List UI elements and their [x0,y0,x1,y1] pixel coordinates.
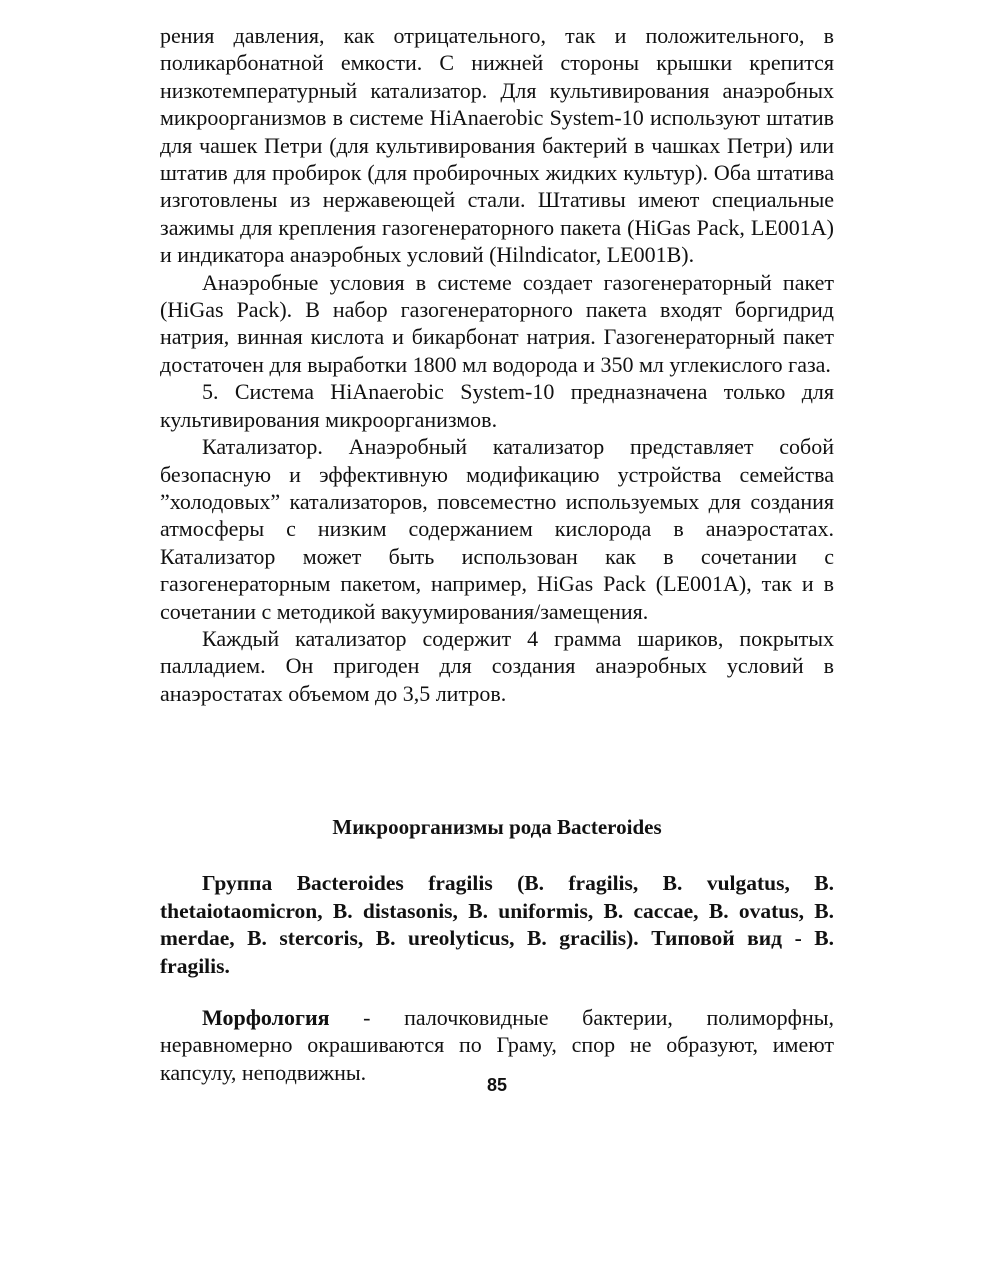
paragraph-system-description: рения давления, как отрицательного, так и положительного, в поликарбонатной емкости. С нижней стороны крышки крепится низкотемпературный катализатор. Для культивирования анаэробных микроорганизмов в системе HiAnaerobic System-10 используют штатив для чашек Петри (для культивирования бактерий в чашках Петри) или штатив для пробирок (для пробирочных жидких культур). Оба штатива изготовлены из нержавеющей стали. Штативы имеют специальные зажимы для крепления газогенераторного пакета (HiGas Pack, LE001A) и индикатора анаэробных условий (Hilndicator, LE001B). [160,23,834,268]
morphology-paragraph [160,1004,834,1086]
paragraph-anaerobic-conditions: Анаэробные условия в системе создает газогенераторный пакет (HiGas Pack). В набор газогенераторного пакета входят боргидрид натрия, винная кислота и бикарбонат натрия. Газогенераторный пакет достаточен для выработки 1800 мл водорода и 350 мл углекислого газа. [160,269,834,377]
group-heading: Группа Bacteroides fragilis (B. fragilis, B. vulgatus, B. thetaiotaomicron, B. distasonis, B. uniformis, B. caccae, B. ovatus, B. merdae, B. stercoris, B. ureolyticus, B. gracilis). Типовой вид - B. fragilis. [160,871,834,978]
morphology-text: - палочковидные бактерии, полиморфны, неравномерно окрашиваются по Граму, спор не образуют, имеют капсулу, неподвижны. [160,1005,834,1085]
morphology-term: Морфология [202,1005,330,1030]
paragraph-catalyst: Катализатор. Анаэробный катализатор представляет собой безопасную и эффективную модификацию устройства семейства ”холодовых” катализаторов, повсеместно используемых для создания атмосферы с низким содержанием кислорода в анаэростатах. Катализатор может быть использован как в сочетании с газогенераторным пакетом, например, HiGas Pack (LE001A), так и в сочетании с методикой вакуумирования/замещения. [160,434,834,624]
paragraph-catalyst-content: Каждый катализатор содержит 4 грамма шариков, покрытых палладием. Он пригоден для создания анаэробных условий в анаэростатах объемом до 3,5 литров. [160,625,834,706]
page-number: 85 [486,1075,508,1095]
paragraph-system-purpose: 5. Система HiAnaerobic System-10 предназначена только для культивирования микроорганизмов. [160,379,834,432]
section-title: Микроорганизмы рода Bacteroides [332,815,662,839]
book-page [160,22,834,1095]
